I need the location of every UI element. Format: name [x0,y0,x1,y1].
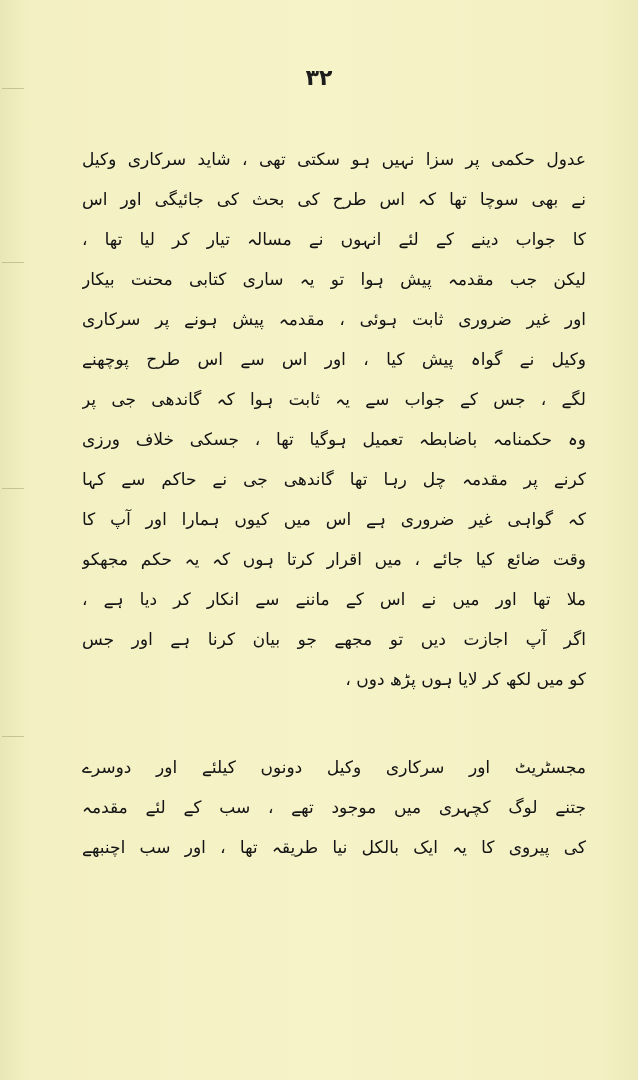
page-number: ۳۲ [305,66,333,91]
text-line: کا جواب دینے کے لئے انہوں نے مسالہ تیار کر لیا تھا ، [82,230,586,250]
text-line: نے بھی سوچا تھا کہ اس طرح کی بحث کی جائیگی اور اس [82,190,586,210]
paragraph-2 [82,748,586,868]
text-line: اور غیر ضروری ثابت ہوئی ، مقدمہ پیش ہونے پر سرکاری [82,310,586,330]
text-line: ملا تھا اور میں نے اس کے ماننے سے انکار کر دیا ہے ، [82,590,586,610]
paragraph-1 [82,140,586,700]
text-line: لگے ، جس کے جواب سے یہ ثابت ہوا کہ گاندھی جی پر [82,390,586,410]
text-line: کو میں لکھ کر لایا ہوں پڑھ دوں ، [345,670,586,690]
text-line: کرنے پر مقدمہ چل رہا تھا گاندھی جی نے حاکم سے کہا [82,470,586,490]
text-line: وہ حکمنامہ باضابطہ تعمیل ہوگیا تھا ، جسکی خلاف ورزی [82,430,586,450]
page-edge-mark [2,488,24,499]
text-line: اگر آپ اجازت دیں تو مجھے جو بیان کرنا ہے اور جس [82,630,586,650]
text-line: وقت ضائع کیا جائے ، میں اقرار کرتا ہوں کہ یہ حکم مجھکو [82,550,586,570]
text-line: لیکن جب مقدمہ پیش ہوا تو یہ ساری کتابی محنت بیکار [82,270,586,290]
text-line: کہ گواہی غیر ضروری ہے اس میں کیوں ہمارا اور آپ کا [82,510,586,530]
text-line: عدول حکمی پر سزا نہیں ہو سکتی تھی ، شاید سرکاری وکیل [82,150,586,170]
page-edge-mark [2,262,24,273]
page-edge-mark [2,736,24,747]
text-line: کی پیروی کا یہ ایک بالکل نیا طریقہ تھا ، اور سب اچنبھے [82,838,586,858]
text-line: مجسٹریٹ اور سرکاری وکیل دونوں کیلئے اور دوسرے [82,758,586,778]
text-line: وکیل نے گواہ پیش کیا ، اور اس سے اس طرح پوچھنے [82,350,586,370]
text-line: جتنے لوگ کچہری میں موجود تھے ، سب کے لئے مقدمہ [82,798,586,818]
